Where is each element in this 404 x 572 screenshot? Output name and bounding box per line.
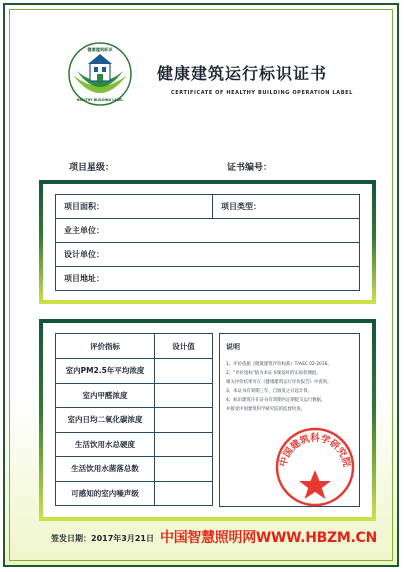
eval-value-cell bbox=[155, 383, 213, 408]
table-row bbox=[56, 219, 360, 243]
notes-box bbox=[219, 333, 360, 507]
eval-indicator-cell: 可感知的室内噪声级 bbox=[56, 481, 155, 506]
seal-text: 中国建筑科学研究院 bbox=[277, 433, 353, 469]
table-row bbox=[56, 267, 360, 291]
table-header-row bbox=[56, 334, 213, 359]
table-row bbox=[56, 243, 360, 267]
evaluation-frame bbox=[39, 319, 376, 521]
table-row bbox=[56, 359, 213, 384]
owner-unit-cell: 业主单位： bbox=[56, 219, 360, 243]
notes-title: 说明 bbox=[226, 343, 240, 351]
certificate-title: 健康建筑运行标识证书 bbox=[157, 64, 328, 83]
info-frame bbox=[39, 180, 376, 304]
eval-value-cell bbox=[155, 457, 213, 482]
project-area-cell: 项目面积： bbox=[56, 195, 213, 219]
info-table bbox=[55, 194, 360, 291]
info-frame-inner bbox=[43, 184, 372, 300]
certificate-subtitle: CERTIFICATE OF HEALTHY BUILDING OPERATION LABEL bbox=[171, 90, 353, 96]
eval-value-cell bbox=[155, 408, 213, 433]
svg-text:中国建筑科学研究院 bbox=[277, 432, 353, 469]
eval-value-cell bbox=[155, 359, 213, 384]
official-seal-stamp bbox=[274, 426, 356, 508]
logo-bottom-text: HEALTHY BUILDING LABEL bbox=[76, 98, 124, 102]
certificate bbox=[3, 3, 399, 567]
logo-top-text: 健康建筑标识 bbox=[87, 47, 113, 52]
building-logo-icon bbox=[67, 41, 133, 107]
table-row bbox=[56, 481, 213, 506]
cert-number-label: 证书编号： bbox=[227, 163, 273, 173]
design-unit-cell: 设计单位： bbox=[56, 243, 360, 267]
note-line: 相关评价结果可在《健康建筑运行评价报告》中查询。 bbox=[226, 380, 332, 385]
project-address-cell: 项目地址： bbox=[56, 267, 360, 291]
note-line: 3、本证书有效期三年，自颁发之日起计算。 bbox=[226, 389, 313, 394]
table-row bbox=[56, 383, 213, 408]
note-line: 1、评价依据《健康建筑评价标准》T/ASC 02-2016。 bbox=[226, 362, 332, 367]
evaluation-table bbox=[55, 333, 213, 506]
eval-header-design-value: 设计值 bbox=[155, 334, 213, 359]
table-row bbox=[56, 408, 213, 433]
eval-indicator-cell: 生活饮用水菌落总数 bbox=[56, 457, 155, 482]
issue-date: 签发日期：2017年3月21日 bbox=[51, 534, 154, 543]
note-line: 2、"评价指标"值为本证书颁发时的实际检测值， bbox=[226, 371, 321, 376]
eval-header-indicator: 评价指标 bbox=[56, 334, 155, 359]
evaluation-frame-inner bbox=[43, 323, 372, 517]
eval-indicator-cell: 室内甲醛浓度 bbox=[56, 383, 155, 408]
note-line: 并接受中国建筑科学研究院的监督检查。 bbox=[226, 407, 306, 412]
eval-value-cell bbox=[155, 481, 213, 506]
project-level-label: 项目星级： bbox=[69, 163, 115, 173]
project-type-cell: 项目类型： bbox=[213, 195, 360, 219]
table-row bbox=[56, 457, 213, 482]
eval-indicator-cell: 室内PM2.5年平均浓度 bbox=[56, 359, 155, 384]
note-line: 4、标识建筑应在证书有效期内定期提交运行数据， bbox=[226, 398, 326, 403]
table-row bbox=[56, 195, 360, 219]
eval-value-cell bbox=[155, 432, 213, 457]
table-row bbox=[56, 432, 213, 457]
eval-indicator-cell: 生活饮用水总硬度 bbox=[56, 432, 155, 457]
watermark-text: 中国智慧照明网WWW.HBZM.CN bbox=[160, 530, 377, 546]
eval-indicator-cell: 室内日均二氧化碳浓度 bbox=[56, 408, 155, 433]
